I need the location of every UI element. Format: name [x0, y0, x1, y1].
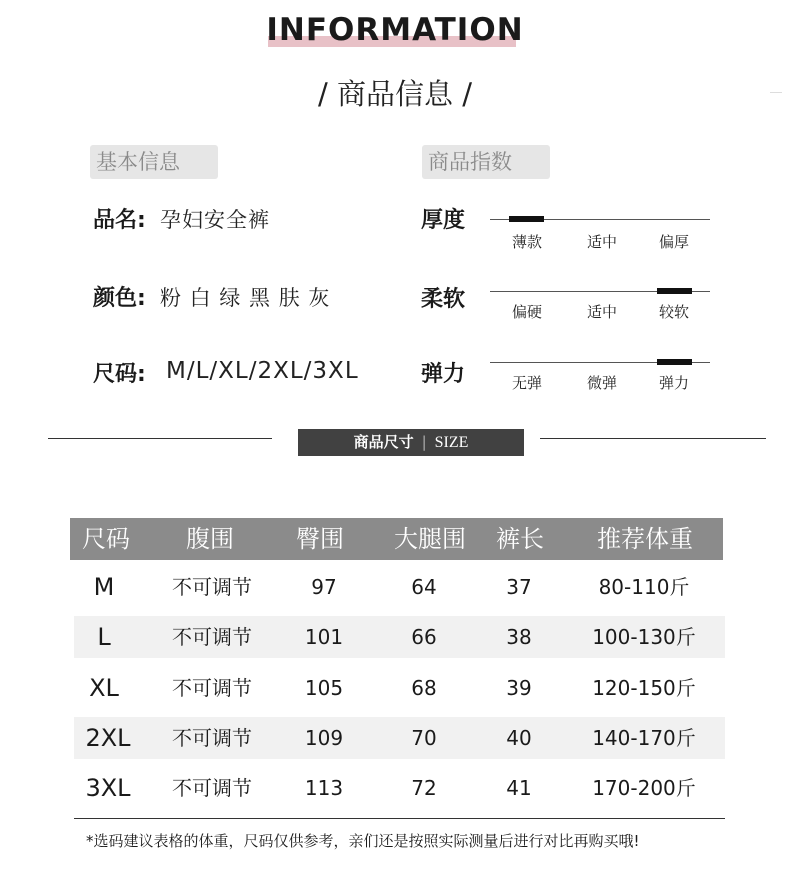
index-option: 弹力	[658, 374, 689, 392]
size-table-header	[70, 518, 723, 560]
cell-thigh: 70	[411, 726, 437, 750]
product-index-label: 商品指数	[422, 145, 550, 179]
index-option: 薄款	[511, 233, 542, 251]
size-value: M/L/XL/2XL/3XL	[166, 358, 359, 384]
cell-size: 3XL	[85, 774, 131, 802]
page-title: INFORMATION	[266, 12, 524, 48]
product-name-value: 孕妇安全裤	[160, 208, 270, 232]
cell-thigh: 72	[411, 776, 437, 800]
index-option: 无弹	[511, 374, 542, 392]
col-header-thigh: 大腿围	[394, 525, 466, 553]
divider-right	[540, 438, 766, 439]
cell-weight: 170-200斤	[592, 776, 696, 800]
cell-waist: 不可调节	[172, 726, 252, 750]
cell-waist: 不可调节	[172, 776, 252, 800]
cell-hip: 97	[311, 575, 337, 599]
basic-info-label: 基本信息	[90, 145, 218, 179]
cell-length: 40	[506, 726, 532, 750]
cell-size: 2XL	[85, 724, 131, 752]
cell-length: 37	[506, 575, 532, 599]
col-header-waist: 腹围	[186, 525, 234, 553]
cell-length: 38	[506, 625, 532, 649]
index-option: 偏硬	[511, 303, 542, 321]
size-banner-separator: |	[421, 433, 427, 451]
size-banner-en: SIZE	[434, 434, 469, 451]
table-row	[74, 767, 725, 809]
cell-size: XL	[89, 674, 119, 702]
cell-waist: 不可调节	[172, 575, 252, 599]
table-row	[74, 616, 725, 658]
col-header-hip: 臀围	[296, 525, 344, 553]
size-section-banner	[298, 429, 524, 456]
color-key: 颜色:	[93, 286, 146, 311]
cell-hip: 109	[304, 726, 344, 750]
color-value: 粉 白 绿 黑 肤 灰	[160, 286, 331, 310]
col-header-weight: 推荐体重	[597, 525, 693, 553]
divider-left	[48, 438, 272, 439]
col-header-length: 裤长	[496, 525, 544, 553]
table-row	[74, 566, 725, 608]
cell-weight: 100-130斤	[592, 625, 696, 649]
table-row	[74, 667, 725, 709]
index-option: 偏厚	[658, 233, 689, 251]
cell-length: 41	[506, 776, 532, 800]
cell-length: 39	[506, 676, 532, 700]
cell-waist: 不可调节	[172, 625, 252, 649]
cell-weight: 120-150斤	[592, 676, 696, 700]
cell-hip: 101	[304, 625, 344, 649]
cell-size: L	[97, 623, 111, 651]
cell-thigh: 66	[411, 625, 437, 649]
col-header-size: 尺码	[82, 525, 130, 553]
cell-waist: 不可调节	[172, 676, 252, 700]
index-option: 适中	[586, 303, 617, 321]
page-subtitle: / 商品信息 /	[318, 77, 472, 111]
index-marker	[657, 288, 692, 294]
index-option: 较软	[658, 303, 689, 321]
size-note: *选码建议表格的体重，尺码仅供参考，亲们还是按照实际测量后进行对比再购买哦!	[86, 832, 640, 850]
index-name: 弹力	[421, 362, 466, 387]
cell-weight: 80-110斤	[598, 575, 690, 599]
cell-size: M	[93, 573, 115, 601]
table-bottom-rule	[74, 818, 725, 819]
index-option: 适中	[586, 233, 617, 251]
cell-hip: 105	[304, 676, 344, 700]
size-banner-cn: 商品尺寸	[353, 433, 414, 451]
cell-weight: 140-170斤	[592, 726, 696, 750]
table-row	[74, 717, 725, 759]
index-marker	[657, 359, 692, 365]
index-marker	[509, 216, 544, 222]
cell-thigh: 64	[411, 575, 437, 599]
size-key: 尺码:	[93, 362, 146, 387]
cell-thigh: 68	[411, 676, 437, 700]
product-name-key: 品名:	[93, 208, 146, 233]
cell-hip: 113	[304, 776, 344, 800]
index-name: 厚度	[421, 208, 466, 233]
decorative-dash	[770, 92, 782, 93]
index-name: 柔软	[421, 287, 466, 312]
index-option: 微弹	[586, 374, 617, 392]
